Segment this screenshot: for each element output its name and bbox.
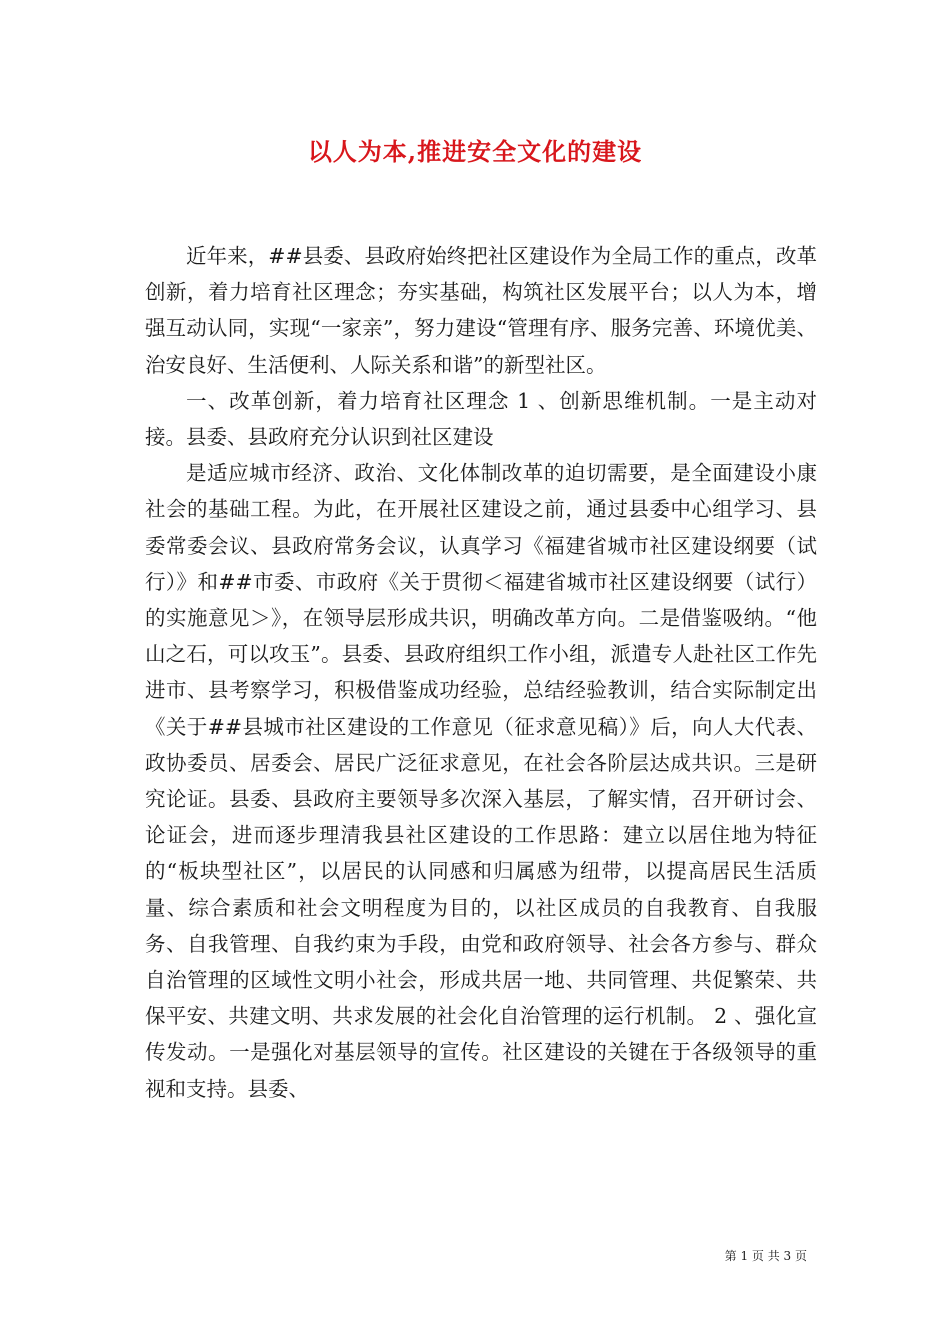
document-title: 以人为本,推进安全文化的建设	[307, 137, 643, 166]
document-body	[145, 238, 817, 1107]
paragraph: 一、改革创新，着力培育社区理念 1 、创新思维机制。一是主动对接。县委、县政府充分认识到社区建设	[145, 388, 817, 450]
paragraph: 是适应城市经济、政治、文化体制改革的迫切需要，是全面建设小康社会的基础工程。为此，在开展社区建设之前，通过县委中心组学习、县委常委会议、县政府常务会议，认真学习《福建省城市社区建设纲要（试行）》和##市委、市政府《关于贯彻＜福建省城市社区建设纲要（试行）的实施意见＞》，在领导层形成共识，明确改革方向。二是借鉴吸纳。“他山之石，可以攻玉”。县委、县政府组织工作小组，派遣专人赴社区工作先进市、县考察学习，积极借鉴成功经验，总结经验教训，结合实际制定出《关于##县城市社区建设的工作意见（征求意见稿）》后，向人大代表、政协委员、居委会、居民广泛征求意见，在社会各阶层达成共识。三是研究论证。县委、县政府主要领导多次深入基层，了解实情，召开研讨会、论证会，进而逐步理清我县社区建设的工作思路：建立以居住地为特征的“板块型社区”，以居民的认同感和归属感为纽带，以提高居民生活质量、综合素质和社会文明程度为目的，以社区成员的自我教育、自我服务、自我管理、自我约束为手段，由党和政府领导、社会各方参与、群众自治管理的区域性文明小社会，形成共居一地、共同管理、共促繁荣、共保平安、共建文明、共求发展的社会化自治管理的运行机制。 2 、强化宣传发动。一是强化对基层领导的宣传。社区建设的关键在于各级领导的重视和支持。县委、	[145, 461, 817, 1101]
page-number: 第 1 页 共 3 页	[724, 1249, 807, 1263]
paragraph: 近年来，##县委、县政府始终把社区建设作为全局工作的重点，改革创新，着力培育社区理念；夯实基础，构筑社区发展平台；以人为本，增强互动认同，实现“一家亲”，努力建设“管理有序、服务完善、环境优美、治安良好、生活便利、人际关系和谐”的新型社区。	[145, 244, 817, 377]
